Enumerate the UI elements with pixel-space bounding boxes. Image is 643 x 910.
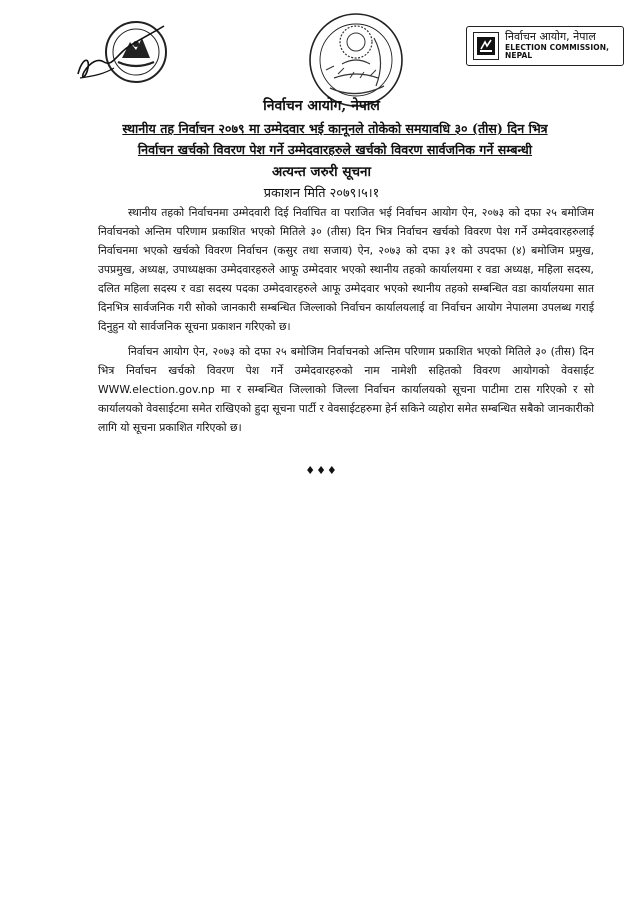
election-commission-emblem-icon [473,32,499,60]
end-of-notice-mark: ♦♦♦ [305,464,338,477]
urgent-notice-heading: अत्यन्त जरुरी सूचना [271,164,372,180]
body-paragraph-1: स्थानीय तहको निर्वाचनमा उम्मेदवारी दिई निर्वाचित वा पराजित भई निर्वाचन आयोग ऐन, २०७३ को दफा २५ बमोजिम निर्वाचनको अन्तिम परिणाम प्रकाशित भएको मितिले ३० (तीस) दिन भित्र निर्वाचन खर्चको विवरण पेश गर्ने उम्मेदवारहरुलाई निर्वाचनमा भएको खर्चको विवरण निर्वाचन (कसुर तथा सजाय) ऐन, २०७३ को दफा ३१ को उपदफा (४) बमोजिम प्रमुख, उपप्रमुख, अध्यक्ष, उपाध्यक्षका उम्मेदवारहरुले आफू उम्मेदवार भएको स्थानीय तहको कार्यालयमा र वडा अध्यक्ष, महिला सदस्य, दलित महिला सदस्य र वडा सदस्य पदका उम्मेदवारहरुले आफू उम्मेदवार भएको स्थानीय तहको सम्बन्धित वडा कार्यालयमा सात दिनभित्र सार्वजनिक गरी सोको जानकारी सम्बन्धित जिल्लाको निर्वाचन कार्यालयलाई वा निर्वाचन आयोग नेपालमा उपलब्ध गराई दिनुहुन यो सार्वजनिक सूचना प्रकाशन गरिएको छ। [98,206,594,333]
election-commission-logo [466,26,624,66]
right-logo-english-text: ELECTION COMMISSION, NEPAL [505,42,610,61]
organization-name: निर्वाचन आयोग, नेपाल [263,98,380,114]
notice-body [98,203,594,443]
right-logo-nepali-text: निर्वाचन आयोग, नेपाल [505,30,596,44]
signature-emblem-stamp [74,18,172,90]
subject-line-2: निर्वाचन खर्चको विवरण पेश गर्ने उम्मेदवारहरुले खर्चको विवरण सार्वजनिक गर्ने सम्बन्धी [137,142,533,157]
subject-line-1: स्थानीय तह निर्वाचन २०७९ मा उम्मेदवार भई कानूनले तोकेको समयावधि ३० (तीस) दिन भित्र [122,121,548,136]
notice-subject [100,118,570,160]
body-paragraph-2: निर्वाचन आयोग ऐन, २०७३ को दफा २५ बमोजिम निर्वाचनको अन्तिम परिणाम प्रकाशित भएको मितिले ३० (तीस) दिन भित्र निर्वाचन खर्चको विवरण पेश गर्ने उम्मेदवारहरुको नाम नामेशी सहितको विवरण आयोगको वेवसाईट WWW.election.gov.np मा र सम्बन्धित जिल्लाको जिल्ला निर्वाचन कार्यालयको सूचना पाटीमा टास गरिएको र सो कार्यालयको वेवसाईटमा समेत राखिएको हुदा सूचना पार्टी र वेवसाईटहरुमा हेर्न सकिने व्यहोरा समेत सम्बन्धित सबैको जानकारीको लागि यो सूचना प्रकाशित गरिएको छ। [98,345,594,434]
publication-date: प्रकाशन मिति २०७९।५।१ [263,186,380,201]
